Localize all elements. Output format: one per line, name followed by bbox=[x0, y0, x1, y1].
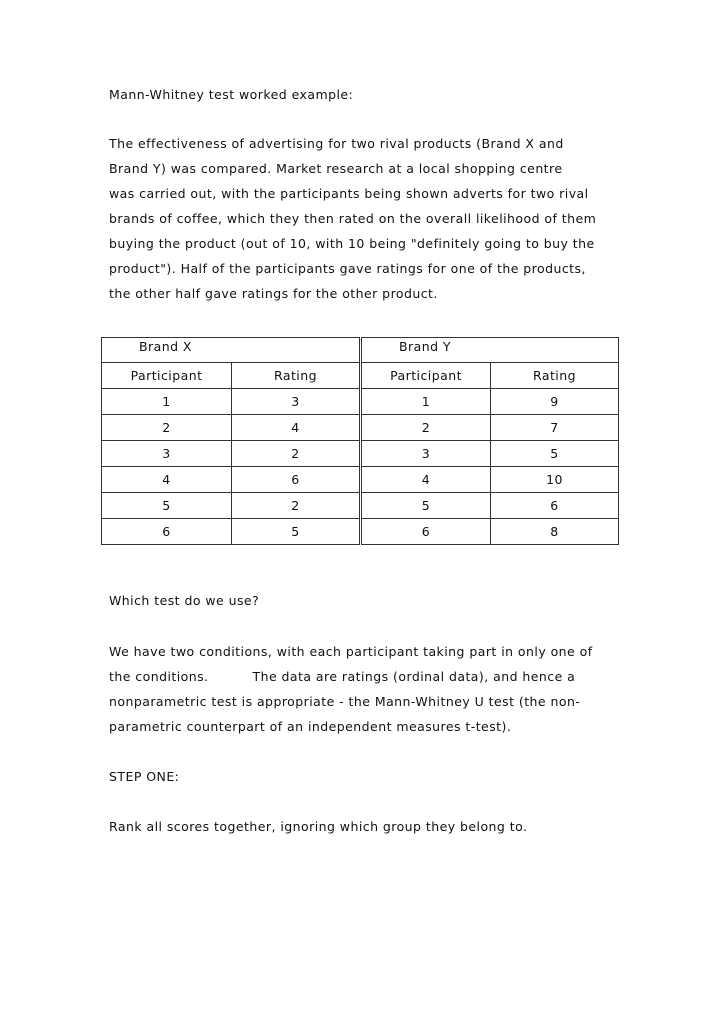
brand-x-header bbox=[102, 338, 359, 363]
rating-cell: 9 bbox=[550, 394, 559, 409]
table-row bbox=[362, 493, 618, 519]
brand-y-label: Brand Y bbox=[399, 339, 451, 354]
step-one-heading: STEP ONE: bbox=[109, 769, 180, 784]
participant-cell: 3 bbox=[162, 446, 171, 461]
brand-x-column-headers bbox=[102, 363, 359, 389]
brand-y-table bbox=[361, 337, 619, 545]
explanation-line-2-part-b: The data are ratings (ordinal data), and hence a bbox=[252, 669, 576, 684]
intro-line-7: the other half gave ratings for the other product. bbox=[109, 286, 438, 301]
explanation-line-1: We have two conditions, with each participant taking part in only one of bbox=[109, 644, 593, 659]
participant-cell: 2 bbox=[162, 420, 171, 435]
table-row bbox=[362, 441, 618, 467]
participant-cell: 4 bbox=[421, 472, 431, 487]
rating-cell: 8 bbox=[550, 524, 559, 539]
brand-y-rating-header: Rating bbox=[532, 368, 576, 383]
brand-x-label: Brand X bbox=[139, 339, 192, 354]
intro-line-1: The effectiveness of advertising for two rival products (Brand X and bbox=[109, 136, 564, 151]
table-row bbox=[362, 415, 618, 441]
rating-cell: 2 bbox=[291, 498, 300, 513]
participant-cell: 2 bbox=[421, 420, 431, 435]
explanation-line-3: nonparametric test is appropriate - the Mann-Whitney U test (the non- bbox=[109, 694, 581, 709]
ratings-table bbox=[101, 337, 619, 545]
rating-cell: 10 bbox=[546, 472, 563, 487]
rating-cell: 2 bbox=[291, 446, 300, 461]
rating-cell: 5 bbox=[291, 524, 300, 539]
intro-line-3: was carried out, with the participants being shown adverts for two rival bbox=[109, 186, 589, 201]
intro-line-5: buying the product (out of 10, with 10 being "definitely going to buy the bbox=[109, 236, 595, 251]
participant-cell: 3 bbox=[421, 446, 431, 461]
participant-cell: 4 bbox=[162, 472, 171, 487]
explanation-line-4: parametric counterpart of an independent measures t-test). bbox=[109, 719, 512, 734]
which-test-heading: Which test do we use? bbox=[109, 593, 260, 608]
table-row bbox=[102, 415, 359, 441]
explanation-line-2-part-a: the conditions. bbox=[109, 669, 209, 684]
table-row bbox=[102, 467, 359, 493]
rating-cell: 3 bbox=[291, 394, 300, 409]
table-row bbox=[102, 519, 359, 544]
intro-line-2: Brand Y) was compared. Market research at a local shopping centre bbox=[109, 161, 563, 176]
participant-cell: 1 bbox=[421, 394, 431, 409]
participant-cell: 5 bbox=[162, 498, 171, 513]
participant-cell: 6 bbox=[162, 524, 171, 539]
table-row bbox=[362, 389, 618, 415]
brand-x-table bbox=[101, 337, 360, 545]
table-row bbox=[362, 467, 618, 493]
rating-cell: 5 bbox=[550, 446, 559, 461]
brand-y-header bbox=[362, 338, 618, 363]
participant-cell: 5 bbox=[421, 498, 431, 513]
intro-line-4: brands of coffee, which they then rated on the overall likelihood of them bbox=[109, 211, 597, 226]
table-row bbox=[102, 389, 359, 415]
participant-cell: 1 bbox=[162, 394, 171, 409]
table-row bbox=[102, 493, 359, 519]
brand-y-participant-header: Participant bbox=[390, 368, 462, 383]
step-one-text: Rank all scores together, ignoring which group they belong to. bbox=[109, 819, 528, 834]
explanation-line-2 bbox=[109, 669, 575, 685]
rating-cell: 6 bbox=[291, 472, 300, 487]
brand-x-rating-header: Rating bbox=[273, 368, 317, 383]
document-heading: Mann-Whitney test worked example: bbox=[109, 87, 354, 102]
intro-line-6: product"). Half of the participants gave ratings for one of the products, bbox=[109, 261, 586, 276]
participant-cell: 6 bbox=[421, 524, 431, 539]
table-row bbox=[102, 441, 359, 467]
rating-cell: 4 bbox=[291, 420, 300, 435]
rating-cell: 7 bbox=[550, 420, 559, 435]
brand-x-participant-header: Participant bbox=[130, 368, 203, 383]
rating-cell: 6 bbox=[550, 498, 559, 513]
brand-y-column-headers bbox=[362, 363, 618, 389]
table-row bbox=[362, 519, 618, 544]
